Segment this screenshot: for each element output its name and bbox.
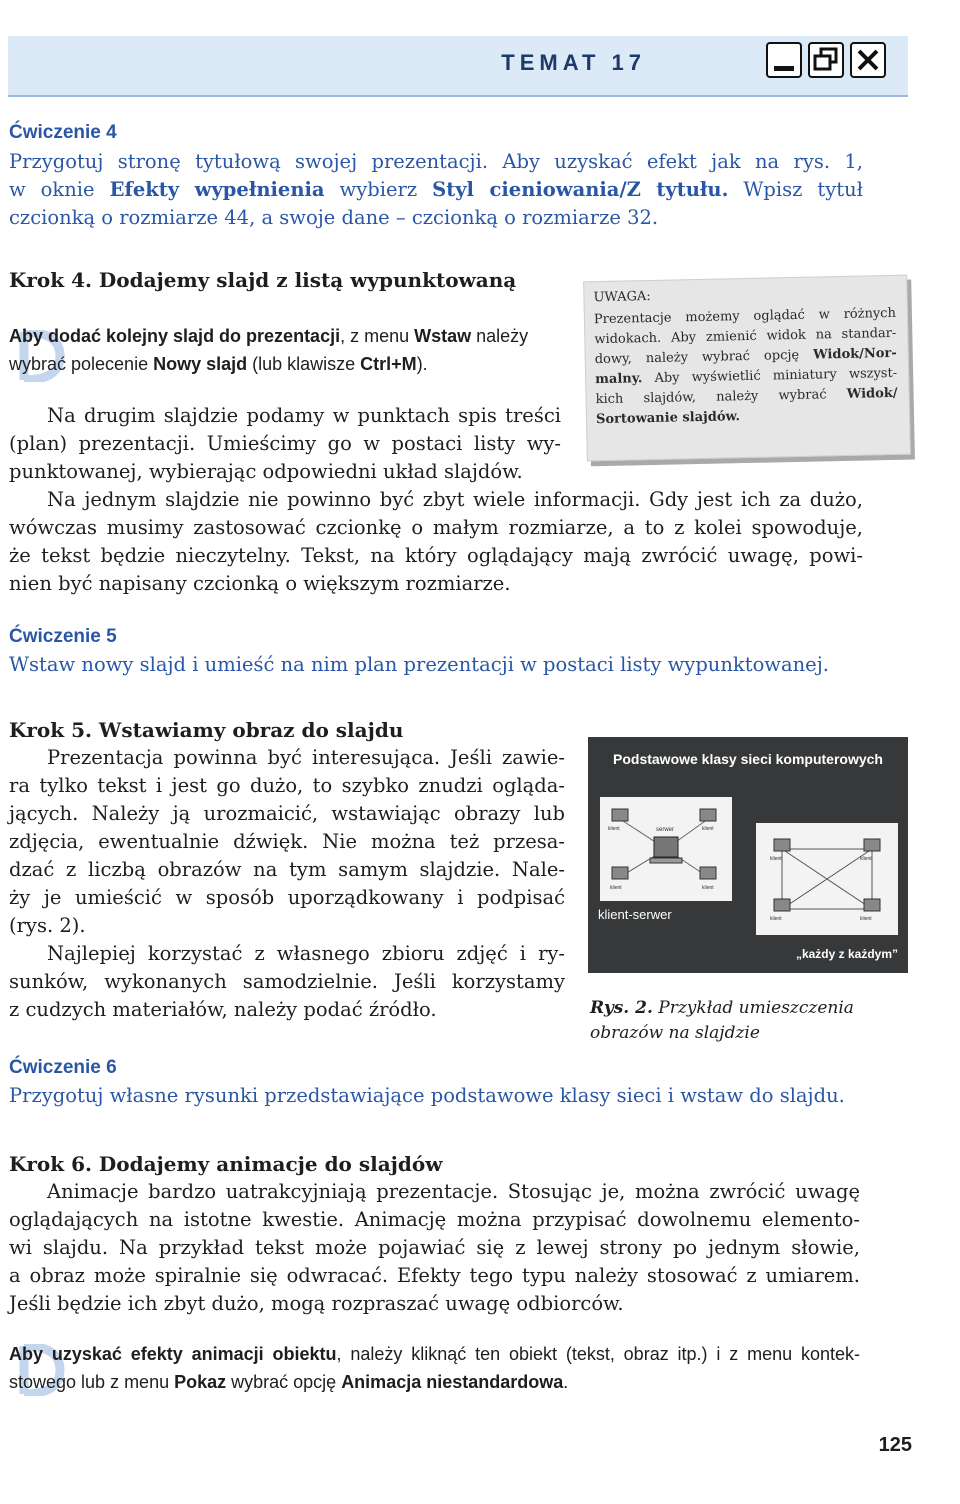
note-line: Sortowanie slajdów. [595,409,741,428]
header-bar [8,36,908,96]
restore-icon [808,42,844,78]
text-line: Prezentacja powinna być interesująca. Jeśli zawie- [47,746,565,769]
text-line: z cudzych materiałów, należy podać źródło. [9,998,437,1021]
svg-text:klient: klient [610,885,622,891]
text-line: oglądających na istotne kwestie. Animację można przypisać dowolnemu elemento- [9,1208,860,1231]
note-box [583,275,911,462]
text-line: a obraz może spiralnie się odwracać. Efekty tego typu należy stosować z umiarem. [9,1264,860,1287]
text-line: ży je umieścić w sposób uporządkowany i podpisać [9,886,565,909]
text-line: wówczas musimy zastosować czcionkę o małym rozmiarze, a to z kolei spowoduje, [9,516,863,539]
slide-label-client-server: klient-serwer [598,907,672,922]
step-5-paragraph [9,744,565,1024]
text-line: jących. Należy ją urozmaicić, wstawiając obrazy lub [9,802,565,825]
svg-text:serwer: serwer [656,827,675,833]
tip-new-slide: Aby dodać kolejny slajd do prezentacji, z menu Wstaw należy wybrać polecenie Nowy slajd (lub klawisze Ctrl+M). [9,326,529,374]
svg-text:klient: klient [702,885,714,891]
note-line: malny. Aby wyświetlić miniatury wszyst- [595,365,898,388]
text-line: Najlepiej korzystać z własnego zbioru zdjęć i ry- [47,942,565,965]
note-line: Prezentacje możemy oglądać w różnych [593,305,897,328]
text-line: sunków, wykonanych samodzielnie. Jeśli korzystamy [9,970,565,993]
svg-text:klient: klient [860,856,872,862]
header-divider [8,95,908,97]
client-server-diagram [600,797,732,901]
step-4-paragraph-b [9,486,863,598]
text-line: zdjęcia, ewentualnie dźwięk. Nie można też przesa- [9,830,565,853]
svg-text:klient: klient [608,826,620,832]
svg-text:klient: klient [770,916,782,922]
text-line: (rys. 2). [9,914,86,937]
exercise-5-heading: Ćwiczenie 5 [9,626,117,647]
exercise-4-line: Przygotuj stronę tytułową swojej prezentacji. Aby uzyskać efekt jak na rys. 1, [9,150,863,173]
slide-title: Podstawowe klasy sieci komputerowych [613,751,883,767]
step-4-heading: Krok 4. Dodajemy slajd z listą wypunktowaną [9,268,517,292]
exercise-4-line: czcionką o rozmiarze 44, a swoje dane – czcionką o rozmiarze 32. [9,206,659,229]
text-line: (plan) prezentacji. Umieścimy go w postaci listy wy- [9,432,561,455]
note-line: dowy, należy wybrać opcję Widok/Nor- [594,345,897,368]
text-line: nien być napisany czcionką o większym rozmiarze. [9,572,511,595]
text-line: Na drugim slajdzie podamy w punktach spis treści [47,404,561,427]
step-5-heading: Krok 5. Wstawiamy obraz do slajdu [9,718,404,742]
exercise-6-heading: Ćwiczenie 6 [9,1057,117,1078]
minimize-icon [766,42,802,78]
note-label: UWAGA: [593,289,651,306]
tip-animation: Aby uzyskać efekty animacji obiektu, należy kliknąć ten obiekt (tekst, obraz itp.) i z menu kontek- stowego lub z menu Pokaz wybrać opcję Animacja niestandardowa. [9,1344,860,1392]
exercise-5-text: Wstaw nowy slajd i umieść na nim plan prezentacji w postaci listy wypunktowanej. [9,653,829,676]
slide-label-peer-to-peer: „każdy z każdym” [795,947,898,961]
text-line: Na jednym slajdzie nie powinno być zbyt wiele informacji. Gdy jest ich za dużo, [47,488,863,511]
peer-to-peer-diagram [756,823,898,935]
exercise-4-line: w oknie Efekty wypełnienia wybierz Styl cieniowania/Z tytułu. Wpisz tytuł [9,178,863,201]
text-line: że tekst będzie nieczytelny. Tekst, na który oglądający mają zwrócić uwagę, powi- [9,544,863,567]
step-6-heading: Krok 6. Dodajemy animacje do slajdów [9,1152,443,1176]
text-line: Jeśli będzie ich zbyt dużo, mogą rozpraszać uwagę odbiorców. [9,1292,624,1315]
svg-text:klient: klient [860,916,872,922]
step-4-paragraph-a [9,402,561,486]
peer-to-peer-network-icon [756,823,898,935]
exercise-4-text [9,148,863,232]
note-line: kich slajdów, należy wybrać Widok/ [595,385,898,408]
text-line: punktowanej, wybierając odpowiedni układ slajdów. [9,460,523,483]
svg-text:klient: klient [702,826,714,832]
exercise-4-heading: Ćwiczenie 4 [9,122,117,143]
text-line: ra tylko tekst i jest go dużo, to szybko znudzi ogląda- [9,774,565,797]
close-icon [850,42,886,78]
svg-text:klient: klient [770,856,782,862]
text-line: wi slajdu. Na przykład tekst może pojawiać się z lewej strony po jednym słowie, [9,1236,860,1259]
text-line: Animacje bardzo uatrakcyjniają prezentacje. Stosując je, można zwrócić uwagę [47,1180,860,1203]
text-line: dzać z liczbą obrazów na tym samym slajdzie. Nale- [9,858,565,881]
client-server-network-icon [600,797,732,901]
exercise-6-text: Przygotuj własne rysunki przedstawiające podstawowe klasy sieci i wstaw do slajdu. [9,1084,845,1107]
note-line: widokach. Aby zmienić widok na standar- [594,325,897,348]
page-number: 125 [878,1434,912,1456]
figure-label: Rys. 2. [590,998,653,1018]
topic-title: TEMAT 17 [501,50,646,75]
slide-image [588,737,908,973]
step-6-paragraph [9,1178,860,1318]
figure-caption: Rys. 2. Przykład umieszczenia obrazów na slajdzie [590,998,854,1043]
